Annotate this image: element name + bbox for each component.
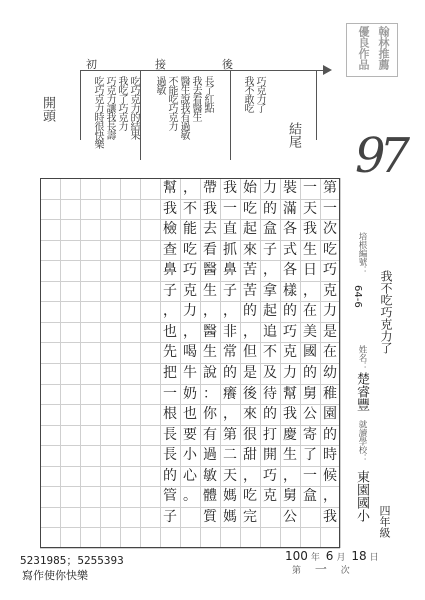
grid-cell: 始 bbox=[240, 178, 260, 200]
grid-cell: 巧 bbox=[180, 260, 200, 282]
grid-cell: 有 bbox=[200, 425, 220, 447]
grid-cell: 生 bbox=[300, 240, 320, 262]
grid-cell: 查 bbox=[160, 240, 180, 262]
grid-cell: ， bbox=[220, 301, 240, 323]
outline-note: 不能吃巧克力 bbox=[166, 76, 177, 130]
grid-cell: 幫 bbox=[160, 178, 180, 200]
grid-cell: 的 bbox=[320, 425, 340, 447]
grid-cell: 力 bbox=[180, 301, 200, 323]
grid-cell: 第 bbox=[220, 425, 240, 447]
grid-cell: 候 bbox=[320, 466, 340, 488]
grid-cell: 苦 bbox=[240, 281, 260, 303]
outline-note: 長了紅點 bbox=[202, 76, 213, 112]
date-day: 18 bbox=[351, 549, 367, 563]
grid-cell: 子 bbox=[220, 281, 240, 303]
grid-cell: 起 bbox=[260, 301, 280, 323]
date-year: 100 bbox=[285, 549, 308, 563]
grid-cell: 我 bbox=[200, 199, 220, 221]
grid-cell: 奶 bbox=[180, 384, 200, 406]
grid-cell: 說 bbox=[200, 363, 220, 385]
school-name: 東園國小 bbox=[354, 470, 369, 522]
stamp-text-line1: 翰林推薦 bbox=[377, 26, 390, 70]
grid-cell: 拿 bbox=[260, 281, 280, 303]
grid-cell: 巧 bbox=[280, 322, 300, 344]
grid-cell: 檢 bbox=[160, 219, 180, 241]
grid-cell: 甜 bbox=[240, 445, 260, 467]
grid-cell: 生 bbox=[280, 445, 300, 467]
grid-cell: 國 bbox=[300, 342, 320, 364]
grid-cell: 在 bbox=[320, 342, 340, 364]
grid-cell: 先 bbox=[160, 342, 180, 364]
grid-cell: 盒 bbox=[300, 486, 320, 508]
grid-cell: 克 bbox=[180, 281, 200, 303]
grid-cell: 一 bbox=[300, 178, 320, 200]
outline-note: 我去看醫生 bbox=[190, 76, 201, 121]
grid-cell: 克 bbox=[260, 486, 280, 508]
grid-cell: 吃 bbox=[240, 486, 260, 508]
grid-cell: 是 bbox=[240, 363, 260, 385]
grid-cell: 來 bbox=[240, 240, 260, 262]
grid-cell: 也 bbox=[180, 404, 200, 426]
grid-cell: 鼻 bbox=[160, 260, 180, 282]
grid-cell: 樣 bbox=[280, 281, 300, 303]
attempt-number: 一 bbox=[314, 562, 327, 576]
grid-cell: 吃 bbox=[320, 240, 340, 262]
grid-cell: 的 bbox=[220, 363, 240, 385]
grid-cell: 力 bbox=[320, 301, 340, 323]
grid-cell: ， bbox=[160, 301, 180, 323]
grid-cell: ， bbox=[180, 322, 200, 344]
grid-cell: 時 bbox=[320, 445, 340, 467]
grid-cell: 我 bbox=[160, 199, 180, 221]
grid-cell: 小 bbox=[180, 445, 200, 467]
grid-cell: 吃 bbox=[240, 199, 260, 221]
grid-cell: 起 bbox=[240, 219, 260, 241]
grid-cell: 的 bbox=[280, 301, 300, 323]
grid-cell: 苦 bbox=[240, 260, 260, 282]
grid-cell: 園 bbox=[320, 404, 340, 426]
grid-cell: 過 bbox=[200, 445, 220, 467]
outline-ending-label: 結尾 bbox=[286, 122, 301, 148]
attempt-suffix: 次 bbox=[340, 566, 350, 576]
grid-cell: 敏 bbox=[200, 466, 220, 488]
grid-cell: 稚 bbox=[320, 384, 340, 406]
grid-cell: 但 bbox=[240, 342, 260, 364]
outline-right-tick bbox=[316, 70, 317, 140]
grid-cell: 醫 bbox=[200, 322, 220, 344]
grid-cell: 要 bbox=[180, 425, 200, 447]
grid-cell: 的 bbox=[260, 404, 280, 426]
grid-cell: 一 bbox=[320, 199, 340, 221]
school-label: 就讀學校： bbox=[357, 420, 367, 463]
outline-opening-label: 開頭 bbox=[40, 96, 55, 122]
grid-cell: 的 bbox=[260, 199, 280, 221]
grid-cell: 舅 bbox=[280, 486, 300, 508]
grid-cell: 來 bbox=[240, 404, 260, 426]
outline-stage-end: 後 bbox=[222, 58, 233, 71]
outline-note: 巧克力了 bbox=[254, 76, 265, 112]
grid-cell: 慶 bbox=[280, 425, 300, 447]
grid-cell: 體 bbox=[200, 486, 220, 508]
grid-cell: 克 bbox=[320, 281, 340, 303]
grid-cell: 幫 bbox=[280, 384, 300, 406]
grid-cell: 開 bbox=[260, 445, 280, 467]
grid-cell: ， bbox=[320, 486, 340, 508]
grid-cell: ， bbox=[200, 301, 220, 323]
grid-cell: 生 bbox=[200, 281, 220, 303]
grid-cell: 質 bbox=[200, 507, 220, 529]
grid-cell: 你 bbox=[200, 404, 220, 426]
grid-cell: 美 bbox=[300, 322, 320, 344]
grid-cell: 寄 bbox=[300, 425, 320, 447]
recommendation-stamp bbox=[343, 20, 405, 130]
grid-cell: ， bbox=[260, 260, 280, 282]
grid-cell: 。 bbox=[180, 486, 200, 508]
month-label: 月 bbox=[336, 553, 346, 563]
outline-left-tick bbox=[80, 70, 81, 140]
grid-cell: 能 bbox=[180, 219, 200, 241]
outline-note: 過敏 bbox=[154, 76, 165, 94]
grid-cell: 我 bbox=[220, 178, 240, 200]
day-label: 日 bbox=[369, 553, 379, 563]
grid-cell: ， bbox=[240, 322, 260, 344]
grid-cell: 次 bbox=[320, 219, 340, 241]
outline-note: 吃巧克力時很快樂 bbox=[92, 76, 103, 148]
grid-cell: 一 bbox=[300, 466, 320, 488]
work-id: 64-6 bbox=[352, 285, 363, 308]
arrow-right-icon bbox=[323, 65, 332, 75]
grid-cell: 在 bbox=[300, 301, 320, 323]
grid-cell: 完 bbox=[240, 507, 260, 529]
outline-divider-1 bbox=[140, 70, 141, 160]
grid-cell: 我 bbox=[280, 404, 300, 426]
grid-cell: 吃 bbox=[180, 240, 200, 262]
grid-cell: 裝 bbox=[280, 178, 300, 200]
grid-cell: 直 bbox=[220, 219, 240, 241]
grid-cell: 去 bbox=[200, 219, 220, 241]
year-label: 年 bbox=[310, 553, 320, 563]
grid-cell: 了 bbox=[300, 445, 320, 467]
grid-cell: 滿 bbox=[280, 199, 300, 221]
grid-cell: 力 bbox=[260, 178, 280, 200]
paper-frame bbox=[40, 178, 340, 548]
grid-cell: 不 bbox=[180, 199, 200, 221]
outline-timeline bbox=[80, 70, 328, 71]
slogan: 寫作使你快樂 bbox=[22, 569, 88, 582]
grid-cell: ， bbox=[280, 466, 300, 488]
grid-cell: 常 bbox=[220, 342, 240, 364]
grid-cell: 幼 bbox=[320, 363, 340, 385]
grade-level: 四年級 bbox=[378, 505, 391, 538]
grid-cell: 式 bbox=[280, 240, 300, 262]
grid-cell: 巧 bbox=[320, 260, 340, 282]
grade-score: 97 bbox=[355, 128, 405, 184]
work-id-label: 培根編號： bbox=[357, 232, 367, 275]
grid-cell: 子 bbox=[160, 281, 180, 303]
outline-note: 我不敢吃 bbox=[242, 76, 253, 112]
grid-cell: 癢 bbox=[220, 384, 240, 406]
outline-note: 醫生說我有過敏 bbox=[178, 76, 189, 139]
grid-cell: 舅 bbox=[300, 384, 320, 406]
phone-numbers: 5231985；5255393 bbox=[20, 554, 124, 567]
grid-cell: 後 bbox=[240, 384, 260, 406]
grid-cell: 各 bbox=[280, 219, 300, 241]
grid-cell: 的 bbox=[160, 466, 180, 488]
grid-cell: 天 bbox=[220, 466, 240, 488]
grid-cell: 克 bbox=[280, 342, 300, 364]
grid-cell: 把 bbox=[160, 363, 180, 385]
grid-cell: 長 bbox=[160, 425, 180, 447]
grid-cell: 我 bbox=[320, 507, 340, 529]
grid-cell: 及 bbox=[260, 363, 280, 385]
grid-cell: 醫 bbox=[200, 260, 220, 282]
grid-cell: 牛 bbox=[180, 363, 200, 385]
grid-cell: 二 bbox=[220, 445, 240, 467]
grid-cell: 待 bbox=[260, 384, 280, 406]
grid-cell: 不 bbox=[260, 342, 280, 364]
grid-cell: 公 bbox=[300, 404, 320, 426]
grid-cell: 各 bbox=[280, 260, 300, 282]
outline-note: 巧克力讓我長壽 bbox=[104, 76, 115, 139]
grid-cell: ， bbox=[180, 178, 200, 200]
grid-cell: 心 bbox=[180, 466, 200, 488]
attempt-prefix: 第 bbox=[292, 566, 302, 576]
grid-cell: 子 bbox=[260, 240, 280, 262]
outline-note: 我吃了巧克力 bbox=[116, 76, 127, 130]
grid-cell: 子 bbox=[160, 507, 180, 529]
grid-cell: 日 bbox=[300, 260, 320, 282]
grid-cell: ， bbox=[220, 404, 240, 426]
grid-cell: ， bbox=[240, 466, 260, 488]
grid-cell: 媽 bbox=[220, 486, 240, 508]
outline-stage-start: 初 bbox=[86, 58, 97, 71]
grid-cell: 一 bbox=[220, 199, 240, 221]
grid-cell: 天 bbox=[300, 199, 320, 221]
outline-stage-middle: 接 bbox=[155, 58, 166, 71]
grid-cell: 喝 bbox=[180, 342, 200, 364]
grid-cell: 第 bbox=[320, 178, 340, 200]
grid-cell: 追 bbox=[260, 322, 280, 344]
grid-cell: 很 bbox=[240, 425, 260, 447]
grid-cell: 抓 bbox=[220, 240, 240, 262]
grid-cell: 長 bbox=[160, 445, 180, 467]
grid-cell: 盒 bbox=[260, 219, 280, 241]
grid-cell: 一 bbox=[160, 384, 180, 406]
grid-cell: 鼻 bbox=[220, 260, 240, 282]
grid-cell: ： bbox=[200, 384, 220, 406]
grid-cell: 的 bbox=[240, 301, 260, 323]
grid-cell: 公 bbox=[280, 507, 300, 529]
grid-cell: ， bbox=[300, 281, 320, 303]
grid-cell: 也 bbox=[160, 322, 180, 344]
outline-note: 吃巧克力的結果 bbox=[128, 76, 139, 139]
grid-cell: 帶 bbox=[200, 178, 220, 200]
grid-cell: 媽 bbox=[220, 507, 240, 529]
grid-cell: 我 bbox=[300, 219, 320, 241]
grid-cell: 生 bbox=[200, 342, 220, 364]
attempt-line bbox=[292, 560, 350, 577]
grid-cell: 力 bbox=[280, 363, 300, 385]
stamp-text-line2: 優良作品 bbox=[357, 26, 370, 70]
essay-title: 我不吃巧克力了 bbox=[379, 270, 393, 354]
grid-cell: 非 bbox=[220, 322, 240, 344]
grid-cell: 是 bbox=[320, 322, 340, 344]
manuscript-grid-paper bbox=[40, 178, 340, 548]
grid-cell: 的 bbox=[300, 363, 320, 385]
name-label: 姓名： bbox=[357, 345, 367, 371]
grid-cell: 管 bbox=[160, 486, 180, 508]
student-name: 楚睿豐 bbox=[354, 372, 369, 411]
outline-divider-2 bbox=[230, 70, 231, 160]
grid-cell: 看 bbox=[200, 240, 220, 262]
grid-cell: 根 bbox=[160, 404, 180, 426]
date-month: 6 bbox=[325, 549, 334, 563]
grid-cell: 巧 bbox=[260, 466, 280, 488]
essay-outline-diagram bbox=[20, 30, 330, 170]
grid-cell: 打 bbox=[260, 425, 280, 447]
